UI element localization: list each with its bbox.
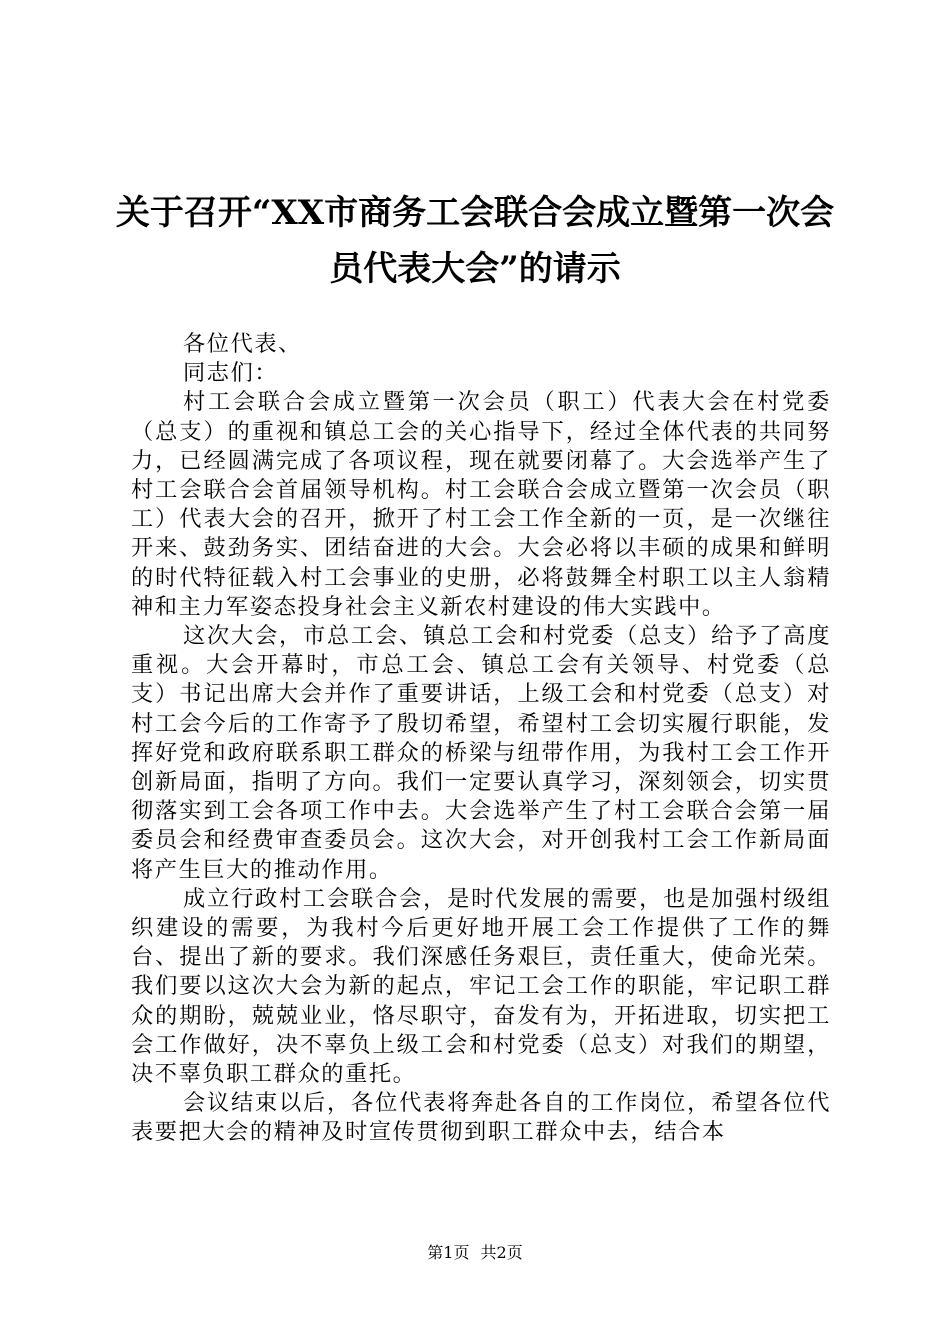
page-footer: [0, 1243, 950, 1263]
paragraph-3: 成立行政村工会联合会，是时代发展的需要，也是加强村级组织建设的需要，为我村今后更好地开展工会工作提供了工作的舞台、提出了新的要求。我们深感任务艰巨，责任重大，使命光荣。我们要以这次大会为新的起点，牢记工会工作的职能，牢记职工群众的期盼，兢兢业业，恪尽职守，奋发有为，开拓进取，切实把工会工作做好，决不辜负上级工会和村党委（总支）对我们的期望，决不辜负职工群众的重托。: [131, 885, 831, 1088]
paragraph-4: 会议结束以后，各位代表将奔赴各自的工作岗位，希望各位代表要把大会的精神及时宣传贯彻到职工群众中去，结合本: [131, 1090, 831, 1146]
salutation-line-1: 各位代表、: [183, 331, 302, 357]
document-title: 关于召开“XX市商务工会联合会成立暨第一次会员代表大会”的请示: [115, 193, 835, 289]
salutation-line-2: 同志们：: [183, 360, 279, 387]
page-number-total: 共2页: [480, 1243, 523, 1262]
paragraph-2: 这次大会，市总工会、镇总工会和村党委（总支）给予了高度重视。大会开幕时，市总工会、镇总工会有关领导、村党委（总支）书记出席大会并作了重要讲话，上级工会和村党委（总支）对村工会今后的工作寄予了殷切希望，希望村工会切实履行职能，发挥好党和政府联系职工群众的桥梁与纽带作用，为我村工会工作开创新局面，指明了方向。我们一定要认真学习，深刻领会，切实贯彻落实到工会各项工作中去。大会选举产生了村工会联合会第一届委员会和经费审查委员会。这次大会，对开创我村工会工作新局面将产生巨大的推动作用。: [131, 623, 831, 883]
paragraph-1: 村工会联合会成立暨第一次会员（职工）代表大会在村党委（总支）的重视和镇总工会的关心指导下，经过全体代表的共同努力，已经圆满完成了各项议程，现在就要闭幕了。大会选举产生了村工会联合会首届领导机构。村工会联合会成立暨第一次会员（职工）代表大会的召开，掀开了村工会工作全新的一页，是一次继往开来、鼓劲务实、团结奋进的大会。大会必将以丰硕的成果和鲜明的时代特征载入村工会事业的史册，必将鼓舞全村职工以主人翁精神和主力军姿态投身社会主义新农村建设的伟大实践中。: [131, 389, 831, 620]
document-body: [131, 330, 831, 1148]
page-number-current: 第1页: [427, 1243, 470, 1262]
